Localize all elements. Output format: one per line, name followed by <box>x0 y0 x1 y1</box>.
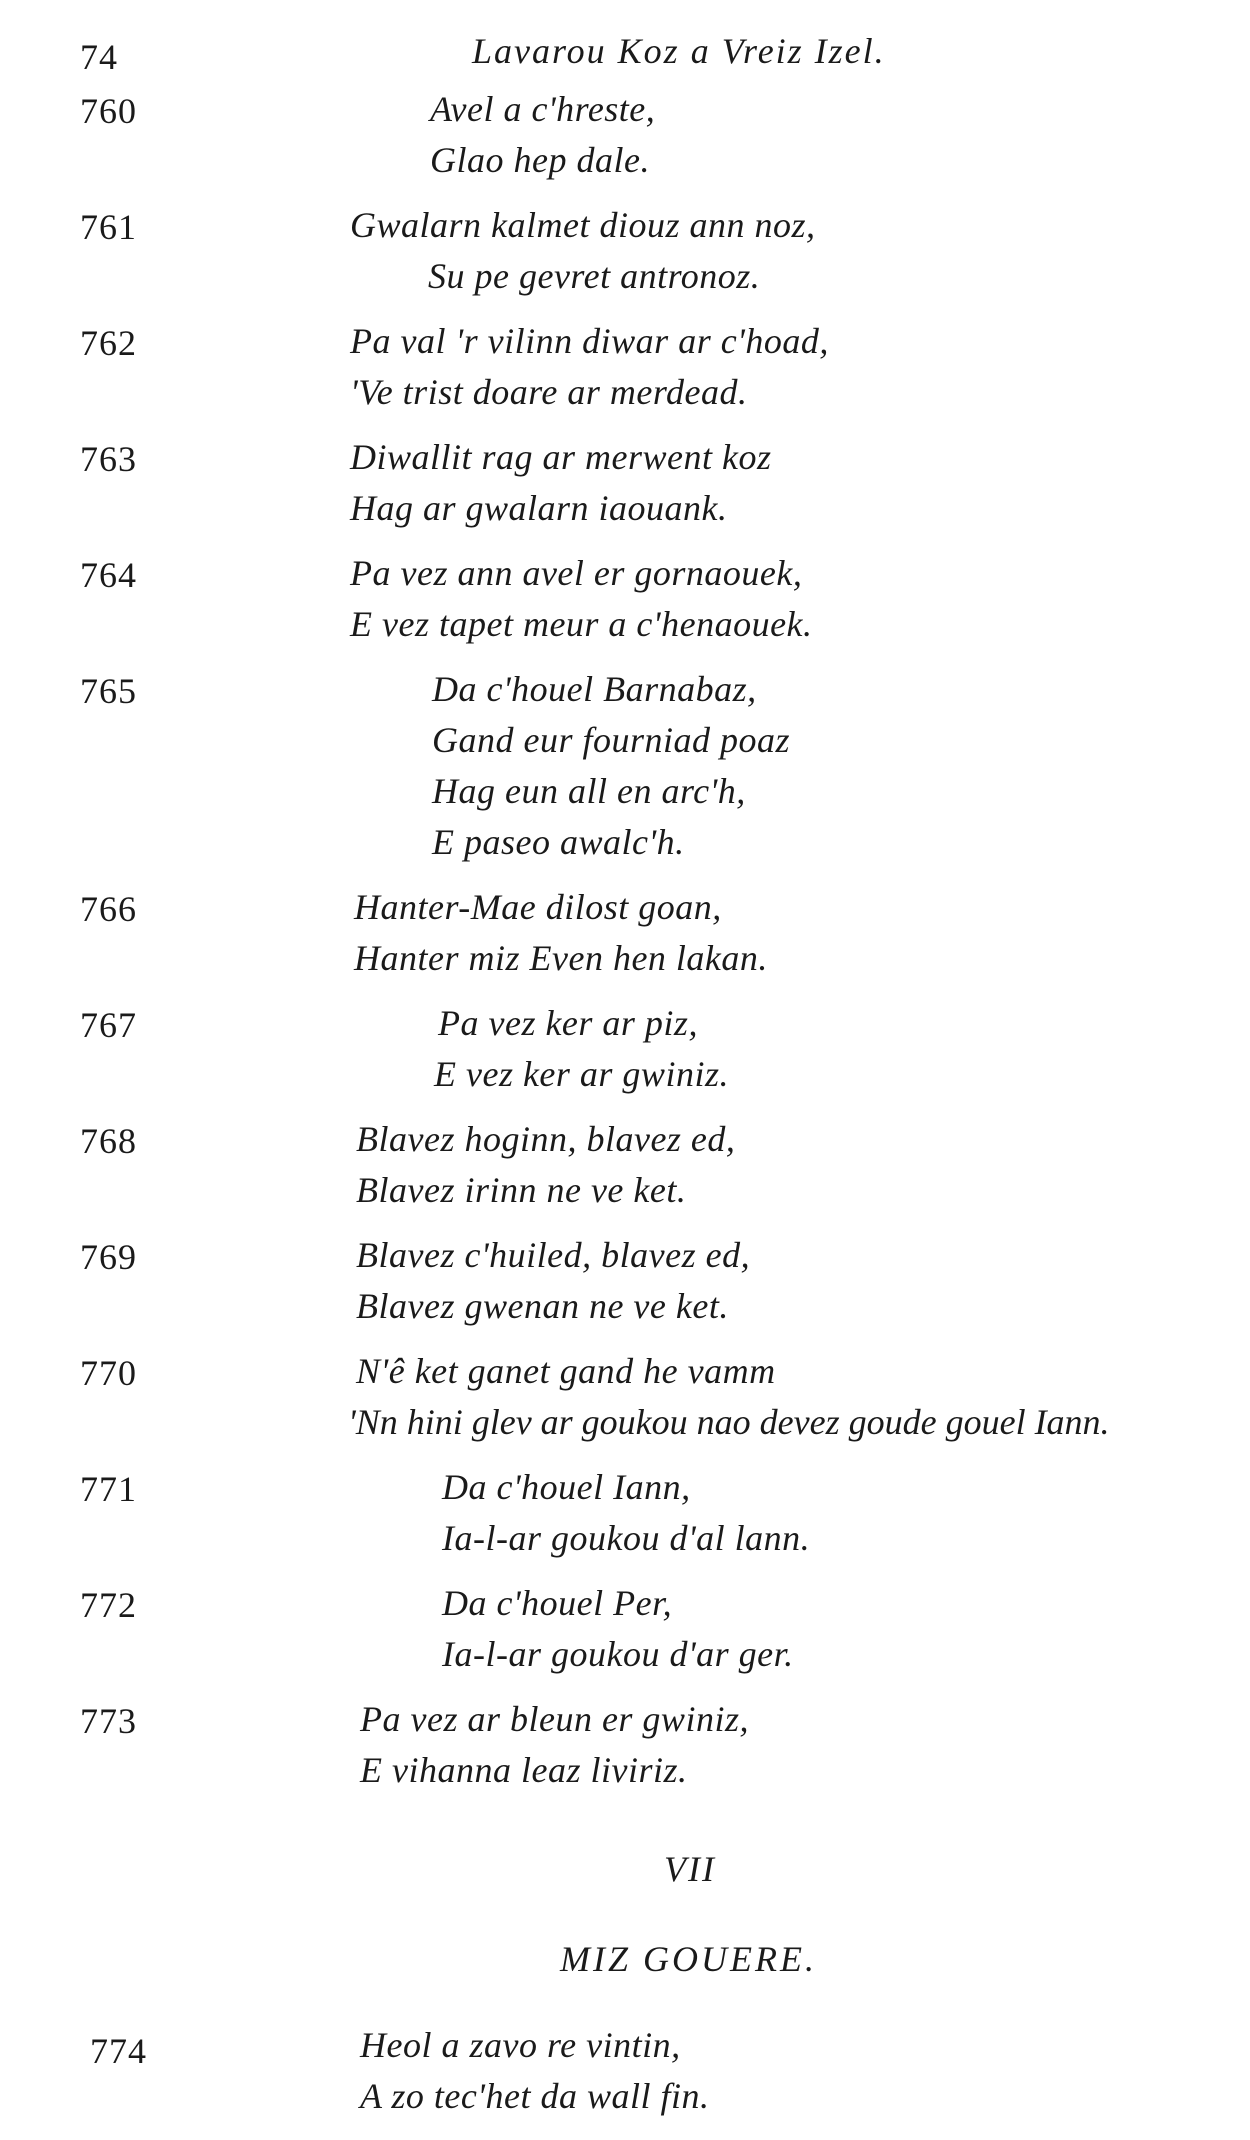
proverb-line: Hag ar gwalarn iaouank. <box>350 488 728 528</box>
proverb-line: 'Nn hini glev ar goukou nao devez goude gouel Iann. <box>348 1402 1110 1442</box>
proverb-line: E vez tapet meur a c'henaouek. <box>350 604 813 644</box>
running-title: Lavarou Koz a Vreiz Izel. <box>472 31 886 71</box>
section-numeral: VII <box>664 1849 716 1889</box>
proverb-line: Ia-l-ar goukou d'al lann. <box>442 1518 811 1558</box>
proverb-number: 761 <box>80 207 137 247</box>
proverb-line: Da c'houel Barnabaz, <box>432 669 757 709</box>
proverb-line: Pa val 'r vilinn diwar ar c'hoad, <box>350 321 829 361</box>
proverb-line: E vez ker ar gwiniz. <box>434 1054 729 1094</box>
proverb-line: Su pe gevret antronoz. <box>428 256 761 296</box>
proverb-line: Pa vez ar bleun er gwiniz, <box>360 1699 749 1739</box>
proverb-line: Hanter miz Even hen lakan. <box>354 938 768 978</box>
proverb-line: E vihanna leaz liviriz. <box>360 1750 688 1790</box>
proverb-number: 769 <box>80 1237 137 1277</box>
proverb-line: 'Ve trist doare ar merdead. <box>350 372 748 412</box>
proverb-line: Gand eur fourniad poaz <box>432 720 791 760</box>
proverb-line: Blavez c'huiled, blavez ed, <box>356 1235 751 1275</box>
proverb-number: 765 <box>80 671 137 711</box>
proverb-line: Glao hep dale. <box>430 140 650 180</box>
proverb-number: 771 <box>80 1469 137 1509</box>
proverb-number: 774 <box>90 2031 147 2071</box>
proverb-number: 762 <box>80 323 137 363</box>
section-title: MIZ GOUERE. <box>560 1939 817 1979</box>
proverb-line: E paseo awalc'h. <box>432 822 685 862</box>
page-number: 74 <box>80 37 118 77</box>
proverb-line: Da c'houel Per, <box>442 1583 673 1623</box>
proverb-line: A zo tec'het da wall fin. <box>360 2076 710 2116</box>
proverb-number: 770 <box>80 1353 137 1393</box>
proverb-line: Blavez gwenan ne ve ket. <box>356 1286 729 1326</box>
proverb-line: Hag eun all en arc'h, <box>432 771 746 811</box>
proverb-line: Pa vez ann avel er gornaouek, <box>350 553 803 593</box>
proverb-line: Pa vez ker ar piz, <box>438 1003 698 1043</box>
proverb-line: Ia-l-ar goukou d'ar ger. <box>442 1634 794 1674</box>
proverb-line: Hanter-Mae dilost goan, <box>354 887 722 927</box>
proverb-number: 764 <box>80 555 137 595</box>
proverb-number: 767 <box>80 1005 137 1045</box>
proverb-number: 772 <box>80 1585 137 1625</box>
proverb-line: Avel a c'hreste, <box>430 89 656 129</box>
proverb-line: Gwalarn kalmet diouz ann noz, <box>350 205 816 245</box>
proverb-number: 763 <box>80 439 137 479</box>
proverb-line: N'ê ket ganet gand he vamm <box>356 1351 776 1391</box>
proverb-line: Heol a zavo re vintin, <box>360 2025 681 2065</box>
proverb-line: Blavez irinn ne ve ket. <box>356 1170 687 1210</box>
proverb-number: 766 <box>80 889 137 929</box>
proverb-number: 760 <box>80 91 137 131</box>
proverb-line: Da c'houel Iann, <box>442 1467 691 1507</box>
proverb-number: 768 <box>80 1121 137 1161</box>
proverb-line: Diwallit rag ar merwent koz <box>350 437 772 477</box>
proverb-line: Blavez hoginn, blavez ed, <box>356 1119 736 1159</box>
proverb-number: 773 <box>80 1701 137 1741</box>
